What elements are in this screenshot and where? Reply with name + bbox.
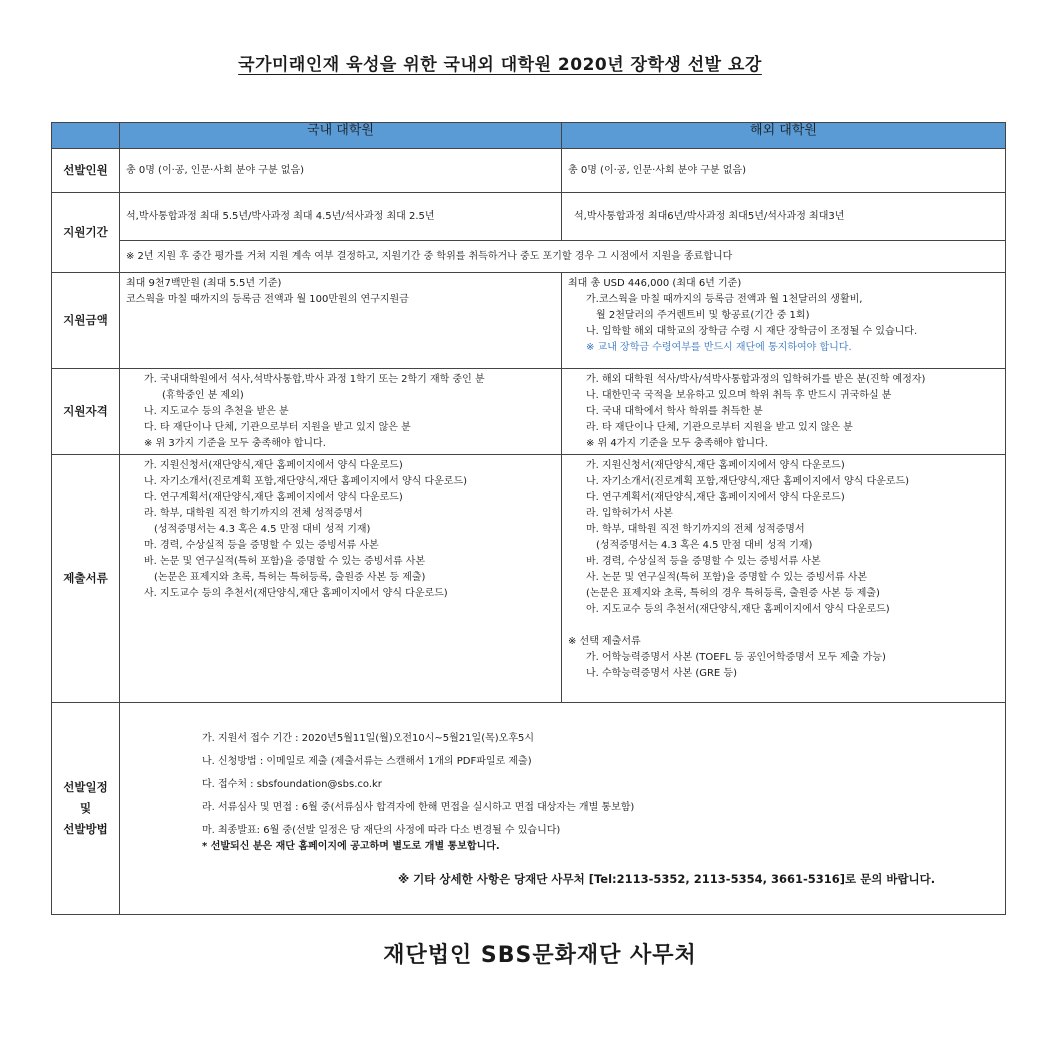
table-header-row [52,123,1006,149]
documents-domestic-line: 나. 자기소개서(진로계획 포함,재단양식,재단 홈페이지에서 양식 다운로드) [144,476,468,487]
label-documents: 제출서류 [52,455,120,703]
header-domestic: 국내 대학원 [120,123,562,149]
period-overseas [562,193,1006,241]
qualification-overseas-note: ※ 위 4가지 기준을 모두 충족해야 합니다. [586,438,768,449]
documents-domestic [120,455,562,703]
amount-domestic-line: 최대 9천7백만원 (최대 5.5년 기준) [126,278,282,289]
documents-spacer [568,618,999,634]
schedule-bold-note: * 선발되신 분은 재단 홈페이지에 공고하며 별도로 개별 통보합니다. [202,841,500,852]
qualification-overseas-line: 가. 해외 대학원 석사/박사/석박사통합과정의 입학허가를 받은 분(진학 예정자) [586,374,926,385]
qualification-domestic-line: 다. 타 재단이나 단체, 기관으로부터 지원을 받고 있지 않은 분 [144,422,411,433]
schedule-item-email[interactable]: 다. 접수처 : sbsfoundation@sbs.co.kr [202,779,382,790]
documents-overseas-line: 사. 논문 및 연구실적(특허 포함)을 증명할 수 있는 증빙서류 사본 [586,572,868,583]
amount-overseas-line: 나. 입학할 해외 대학교의 장학금 수령 시 재단 장학금이 조정될 수 있습니다. [586,326,918,337]
schedule-item: 라. 서류심사 및 면접 : 6월 중(서류심사 합격자에 한해 면접을 실시하고 면접 대상자는 개별 통보함) [202,802,635,813]
documents-overseas-line: 마. 학부, 대학원 직전 학기까지의 전체 성적증명서 [586,524,805,535]
documents-domestic-line: 다. 연구계획서(재단양식,재단 홈페이지에서 양식 다운로드) [144,492,403,503]
header-overseas: 해외 대학원 [562,123,1006,149]
page-title: 국가미래인재 육성을 위한 국내외 대학원 2020년 장학생 선발 요강 [238,55,762,75]
selection-domestic [120,149,562,193]
selection-domestic-text: 총 0명 (이·공, 인문·사회 분야 구분 없음) [126,165,305,176]
label-amount: 지원금액 [52,273,120,369]
qualification-overseas-line: 나. 대한민국 국적을 보유하고 있으며 학위 취득 후 반드시 귀국하실 분 [586,390,892,401]
label-schedule [52,703,120,915]
period-note [120,241,1006,273]
documents-domestic-line: 바. 논문 및 연구실적(특허 포함)을 증명할 수 있는 증빙서류 사본 [144,556,426,567]
qualification-domestic-line: 가. 국내대학원에서 석사,석박사통합,박사 과정 1학기 또는 2학기 재학 중인 분 [144,374,485,385]
label-selection: 선발인원 [52,149,120,193]
documents-domestic-line: 마. 경력, 수상실적 등을 증명할 수 있는 증빙서류 사본 [144,540,379,551]
documents-domestic-line: 사. 지도교수 등의 추천서(재단양식,재단 홈페이지에서 양식 다운로드) [144,588,448,599]
documents-overseas-line: (성적증명서는 4.3 혹은 4.5 만점 대비 성적 기재) [596,540,813,551]
selection-overseas [562,149,1006,193]
footer-organization: 재단법인 SBS문화재단 사무처 [383,943,697,968]
documents-overseas-line: 라. 입학허가서 사본 [586,508,673,519]
documents-domestic-line: 라. 학부, 대학원 직전 학기까지의 전체 성적증명서 [144,508,363,519]
amount-overseas-line: 월 2천달러의 주거렌트비 및 항공료(기간 중 1회) [596,310,810,321]
qualification-overseas-line: 라. 타 재단이나 단체, 기관으로부터 지원을 받고 있지 않은 분 [586,422,853,433]
period-note-text: ※ 2년 지원 후 중간 평가를 거쳐 지원 계속 여부 결정하고, 지원기간 중 학위를 취득하거나 중도 포기할 경우 그 시점에서 지원을 종료합니다 [126,251,733,262]
amount-overseas [562,273,1006,369]
label-schedule-line3: 선발방법 [63,822,108,836]
schedule-item: 마. 최종발표: 6월 중(선발 일정은 당 재단의 사정에 따라 다소 변경될 수 있습니다) [202,825,561,836]
row-documents [52,455,1006,703]
period-domestic-text: 석,박사통합과정 최대 5.5년/박사과정 최대 4.5년/석사과정 최대 2.5년 [126,211,435,222]
qualification-overseas-line: 다. 국내 대학에서 학사 학위를 취득한 분 [586,406,763,417]
documents-domestic-line: (논문은 표제지와 초록, 특허는 특허등록, 출원증 사본 등 제출) [154,572,426,583]
scholarship-table [51,122,1006,915]
amount-domestic-line: 코스웍을 마칠 때까지의 등록금 전액과 월 100만원의 연구지원금 [126,294,409,305]
contact-note: ※ 기타 상세한 사항은 당재단 사무처 [Tel:2113-5352, 2113-5354, 3661-5316]로 문의 바랍니다. [398,872,936,886]
amount-overseas-notice: ※ 교내 장학금 수령여부를 반드시 재단에 통지하여야 합니다. [586,342,852,353]
documents-overseas-line: 바. 경력, 수상실적 등을 증명할 수 있는 증빙서류 사본 [586,556,821,567]
documents-overseas-line: (논문은 표제지와 초록, 특허의 경우 특허등록, 출원증 사본 등 제출) [586,588,880,599]
optional-documents-line: 가. 어학능력증명서 사본 (TOEFL 등 공인어학증명서 모두 제출 가능) [586,652,886,663]
qualification-domestic-note: ※ 위 3가지 기준을 모두 충족해야 합니다. [144,438,326,449]
row-period [52,193,1006,241]
documents-overseas-line: 다. 연구계획서(재단양식,재단 홈페이지에서 양식 다운로드) [586,492,845,503]
optional-documents-line: 나. 수학능력증명서 사본 (GRE 등) [586,668,737,679]
qualification-domestic [120,369,562,455]
row-amount [52,273,1006,369]
qualification-overseas [562,369,1006,455]
documents-overseas [562,455,1006,703]
documents-domestic-line: 가. 지원신청서(재단양식,재단 홈페이지에서 양식 다운로드) [144,460,403,471]
documents-overseas-line: 아. 지도교수 등의 추천서(재단양식,재단 홈페이지에서 양식 다운로드) [586,604,890,615]
label-schedule-line2: 및 [79,801,92,815]
period-domestic [120,193,562,241]
amount-domestic [120,273,562,369]
label-period: 지원기간 [52,193,120,273]
documents-overseas-line: 가. 지원신청서(재단양식,재단 홈페이지에서 양식 다운로드) [586,460,845,471]
schedule-item: 가. 지원서 접수 기간 : 2020년5월11일(월)오전10시~5월21일(목)오후5시 [202,733,534,744]
amount-overseas-line: 가.코스웍을 마칠 때까지의 등록금 전액과 월 1천달러의 생활비, [586,294,863,305]
row-period-note [52,241,1006,273]
qualification-domestic-line: 나. 지도교수 등의 추천을 받은 분 [144,406,289,417]
header-corner [52,123,120,149]
row-schedule [52,703,1006,915]
amount-overseas-line: 최대 총 USD 446,000 (최대 6년 기준) [568,278,742,289]
label-schedule-line1: 선발일정 [63,780,108,794]
schedule-item: 나. 신청방법 : 이메일로 제출 (제출서류는 스캔해서 1개의 PDF파일로 제출) [202,756,532,767]
label-qualification: 지원자격 [52,369,120,455]
optional-documents-title: ※ 선택 제출서류 [568,636,641,647]
period-overseas-text: 석,박사통합과정 최대6년/박사과정 최대5년/석사과정 최대3년 [574,211,845,222]
row-selection [52,149,1006,193]
documents-overseas-line: 나. 자기소개서(진로계획 포함,재단양식,재단 홈페이지에서 양식 다운로드) [586,476,910,487]
documents-domestic-line: (성적증명서는 4.3 혹은 4.5 만점 대비 성적 기재) [154,524,371,535]
row-qualification [52,369,1006,455]
schedule-content [120,703,1006,915]
qualification-domestic-line: (휴학중인 분 제외) [162,390,244,401]
selection-overseas-text: 총 0명 (이·공, 인문·사회 분야 구분 없음) [568,165,747,176]
